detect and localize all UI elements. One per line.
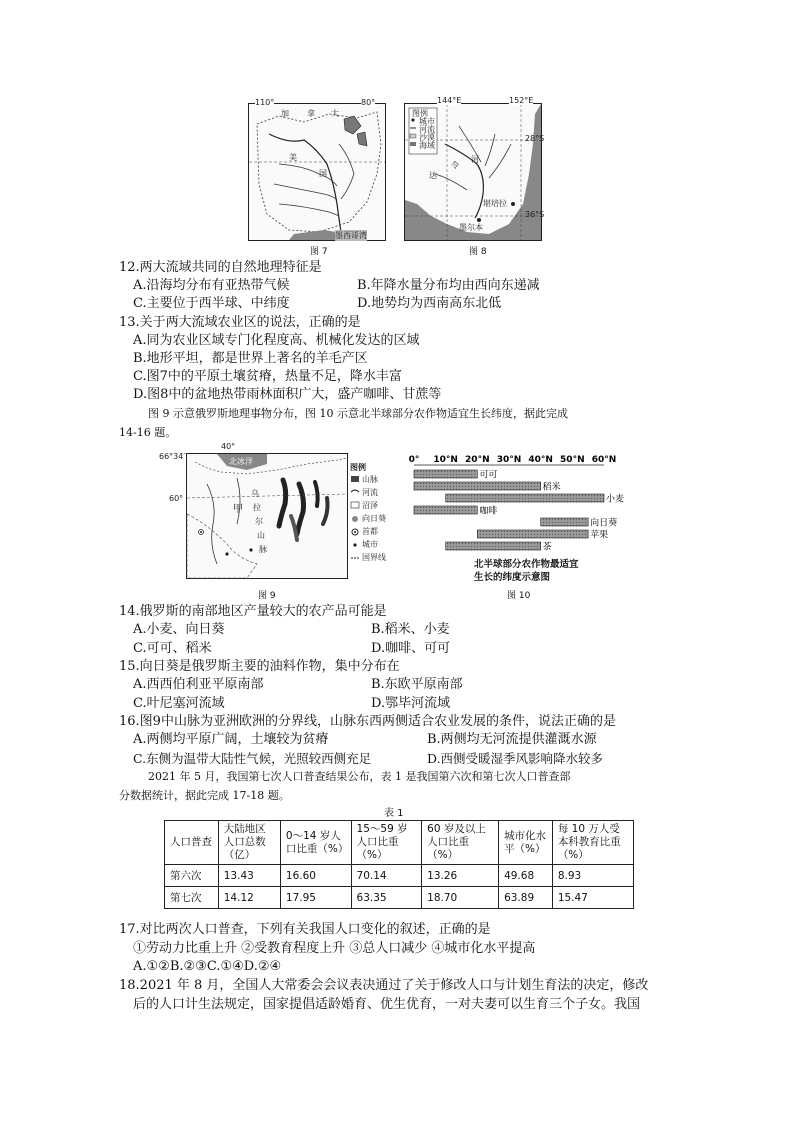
- fig10-axis-tick-label: 20°N: [465, 455, 490, 465]
- table-header-cell: 每 10 万人受本科教育比重（%）: [552, 821, 633, 865]
- fig8-label-canberra: 堪培拉: [483, 199, 507, 208]
- q17-items: ①劳动力比重上升 ②受教育程度上升 ③总人口减少 ④城市化水平提高: [133, 941, 536, 956]
- fig9-label-la: 拉: [253, 503, 261, 512]
- table-cell: 63.89: [499, 887, 553, 909]
- table-cell: 13.26: [422, 865, 499, 887]
- fig9-legend-title: 图例: [350, 463, 366, 472]
- q14-option-d: D.咖啡、可可: [371, 641, 451, 656]
- fig10-axis-tick-label: 30°N: [496, 455, 522, 465]
- fig10-title-line1: 北半球部分农作物最适宜: [474, 559, 579, 570]
- table-1-caption: 表 1: [384, 808, 404, 819]
- q12-stem: 12.两大流域共同的自然地理特征是: [119, 260, 322, 275]
- q16-option-d: D.西侧受暖湿季风影响降水较多: [427, 751, 604, 766]
- fig10-bar-1: [414, 482, 541, 490]
- table-cell: 16.60: [280, 865, 351, 887]
- q15-stem: 15.向日葵是俄罗斯主要的油料作物，集中分布在: [119, 659, 400, 674]
- q12-option-a: A.沿海均分布有亚热带气候: [133, 278, 290, 293]
- table-header-cell: 15～59 岁人口比重（%）: [351, 821, 422, 865]
- fig10-bar-label-5: 苹果: [590, 530, 609, 541]
- table-cell: 第七次: [165, 887, 219, 909]
- table-cell: 第六次: [165, 865, 219, 887]
- q15-option-b: B.东欧平原南部: [371, 677, 463, 692]
- fig10-bar-label-2: 小麦: [606, 494, 625, 505]
- fig10-axis-tick-label: 50°N: [560, 455, 585, 465]
- q17-options: A.①②B.②③C.①④D.②④: [133, 959, 282, 974]
- figure-9-map-drawing: [187, 454, 347, 578]
- table-cell: 13.43: [218, 865, 280, 887]
- fig10-title-line2: 生长的纬度示意图: [474, 572, 551, 583]
- fig9-label-mai: 脉: [259, 545, 267, 554]
- table-header-cell: 60 岁及以上人口比重（%）: [422, 821, 499, 865]
- fig8-legend-river: 河流: [419, 125, 435, 134]
- fig10-bar-label-1: 稻米: [542, 482, 561, 493]
- figure-10-chart: [404, 452, 625, 583]
- fig9-lat-60: 60°: [169, 494, 184, 503]
- q18-line1: 18.2021 年 8 月，全国人大常委会会议表决通过了关于修改人口与计划生育法的决定，修改: [119, 978, 649, 993]
- fig9-legend-capital: 首都: [362, 527, 378, 536]
- fig10-bar-3: [414, 506, 477, 514]
- figure-7-map: [248, 98, 386, 241]
- fig10-axis-tick-label: 60°N: [591, 455, 617, 465]
- table-1: [164, 820, 634, 909]
- q14-option-a: A.小麦、向日葵: [133, 622, 225, 637]
- fig10-bar-4: [541, 518, 589, 526]
- q12-option-c: C.主要位于西半球、中纬度: [133, 296, 290, 311]
- fig10-bar-0: [414, 470, 477, 478]
- fig8-legend-title: 图例: [412, 109, 428, 118]
- fig9-label-jia: 甲: [233, 504, 243, 515]
- q12-option-b: B.年降水量分布均由西向东递减: [357, 278, 540, 293]
- figure-9-caption: 图 9: [258, 591, 276, 601]
- fig8-lat-28: 28°S: [525, 134, 545, 143]
- q14-option-c: C.可可、稻米: [133, 641, 212, 656]
- table-cell: 14.12: [218, 887, 280, 909]
- fig9-legend-river: 河流: [362, 488, 378, 497]
- table-header-cell: 城市化水平（%）: [499, 821, 553, 865]
- fig8-label-he: 河: [471, 155, 479, 164]
- table-header-cell: 0～14 岁人口比重（%）: [280, 821, 351, 865]
- q13-option-b: B.地形平坦，都是世界上著名的羊毛产区: [133, 351, 368, 366]
- fig8-legend-city: 城市: [419, 117, 435, 126]
- fig7-label-guo: 国: [319, 169, 327, 178]
- figure-10-caption: 图 10: [507, 591, 531, 601]
- q13-option-a: A.同为农业区域专门化程度高、机械化发达的区域: [133, 333, 420, 348]
- table-cell: 63.35: [351, 887, 422, 909]
- fig10-bar-label-0: 可可: [479, 470, 498, 481]
- table-cell: 8.93: [552, 865, 633, 887]
- fig10-bar-label-3: 咖啡: [479, 506, 498, 517]
- q17-stem: 17.对比两次人口普查，下列有关我国人口变化的叙述，正确的是: [119, 922, 491, 937]
- fig10-bar-2: [446, 494, 604, 502]
- fig7-sea-label: 墨西哥湾: [335, 231, 367, 240]
- fig9-label-wu: 乌: [251, 489, 259, 498]
- fig7-label-mei: 美: [289, 153, 297, 162]
- fig10-bar-6: [446, 542, 541, 550]
- table-header-cell: 人口普查: [165, 821, 219, 865]
- fig10-bar-label-4: 向日葵: [590, 518, 618, 529]
- fig9-lat-6634: 66°34′: [159, 452, 186, 461]
- fig9-lon-40: 40°: [221, 442, 236, 451]
- q18-line2: 后的人口计生法规定，国家提倡适龄婚育、优生优育，一对夫妻可以生育三个子女。我国: [133, 997, 641, 1012]
- fig9-legend-sunflower: 向日葵: [362, 514, 386, 523]
- table-row: [165, 887, 634, 909]
- table-cell: 15.47: [552, 887, 633, 909]
- fig7-lon-110: 110°: [255, 98, 275, 107]
- fig9-legend-city: 城市: [362, 540, 378, 549]
- figure-8-map: [404, 96, 545, 241]
- intro-17-18-line1: 2021 年 5 月，我国第七次人口普查结果公布，表 1 是我国第六次和第七次人口普查部: [148, 770, 571, 783]
- q13-option-c: C.图7中的平原土壤贫瘠，热量不足，降水丰富: [133, 369, 402, 384]
- fig8-label-ling: 令: [451, 161, 459, 170]
- intro-14-16-line1: 图 9 示意俄罗斯地理事物分布，图 10 示意北半球部分农作物适宜生长纬度，据此完成: [148, 407, 568, 420]
- fig10-axis-tick-label: 10°N: [433, 455, 458, 465]
- fig10-axis-tick-label: 40°N: [528, 455, 553, 465]
- table-header-row: [165, 821, 634, 865]
- figure-7-map-drawing: [249, 104, 385, 240]
- fig10-bar-5: [477, 530, 588, 538]
- fig10-axis-tick-label: 0°: [408, 455, 420, 465]
- fig9-legend-border: 国界线: [362, 553, 386, 562]
- fig8-label-da: 达: [429, 171, 437, 180]
- intro-17-18-line2: 分数据统计，据此完成 17-18 题。: [119, 789, 290, 802]
- q15-option-d: D.鄂毕河流域: [371, 696, 451, 711]
- fig8-lon-152: 152°E: [509, 96, 534, 105]
- q16-option-b: B.两侧均无河流提供灌溉水源: [427, 732, 597, 747]
- figure-8-caption: 图 8: [469, 247, 487, 257]
- fig9-sea-label: 北冰洋: [229, 457, 253, 466]
- q16-option-c: C.东侧为温带大陆性气候，光照较西侧充足: [133, 751, 372, 766]
- fig7-label-da: 大: [331, 109, 339, 118]
- fig9-legend-mountain: 山脉: [362, 475, 378, 484]
- fig7-label-jia: 加: [281, 109, 289, 118]
- fig10-bar-label-6: 茶: [542, 542, 552, 553]
- fig8-lon-144: 144°E: [437, 96, 462, 105]
- fig9-label-shan: 山: [257, 531, 265, 540]
- q16-option-a: A.两侧均平原广阔，土壤较为贫瘠: [133, 732, 329, 747]
- fig9-legend-swamp: 沼泽: [362, 501, 378, 510]
- table-cell: 17.95: [280, 887, 351, 909]
- fig7-lon-80: 80°: [361, 98, 376, 107]
- fig9-label-er: 尔: [255, 517, 263, 526]
- intro-14-16-line2: 14-16 题。: [119, 426, 177, 439]
- table-cell: 70.14: [351, 865, 422, 887]
- figure-9-map: [159, 442, 348, 579]
- fig8-legend-desert: 沙漠: [419, 133, 435, 142]
- q13-option-d: D.图8中的盆地热带雨林面积广大，盛产咖啡、甘蔗等: [133, 387, 442, 402]
- q15-option-c: C.叶尼塞河流域: [133, 696, 225, 711]
- table-cell: 49.68: [499, 865, 553, 887]
- fig7-label-na: 拿: [307, 109, 315, 118]
- table-row: [165, 865, 634, 887]
- q13-stem: 13.关于两大流域农业区的说法，正确的是: [119, 315, 361, 330]
- q14-stem: 14.俄罗斯的南部地区产量较大的农产品可能是: [119, 604, 387, 619]
- q16-stem: 16.图9中山脉为亚洲欧洲的分界线，山脉东西两侧适合农业发展的条件，说法正确的是: [119, 714, 616, 729]
- q12-option-d: D.地势均为西南高东北低: [357, 296, 502, 311]
- table-cell: 18.70: [422, 887, 499, 909]
- fig9-legend-symbols: [350, 474, 362, 574]
- figure-9-legend: [350, 462, 396, 578]
- q15-option-a: A.西西伯利亚平原南部: [133, 677, 264, 692]
- fig8-legend-sea: 海域: [419, 141, 435, 150]
- q14-option-b: B.稻米、小麦: [371, 622, 450, 637]
- table-header-cell: 大陆地区人口总数（亿）: [218, 821, 280, 865]
- fig8-lat-36: 36°S: [525, 210, 545, 219]
- figure-7-caption: 图 7: [310, 247, 328, 257]
- fig8-label-melbourne: 墨尔本: [459, 223, 483, 232]
